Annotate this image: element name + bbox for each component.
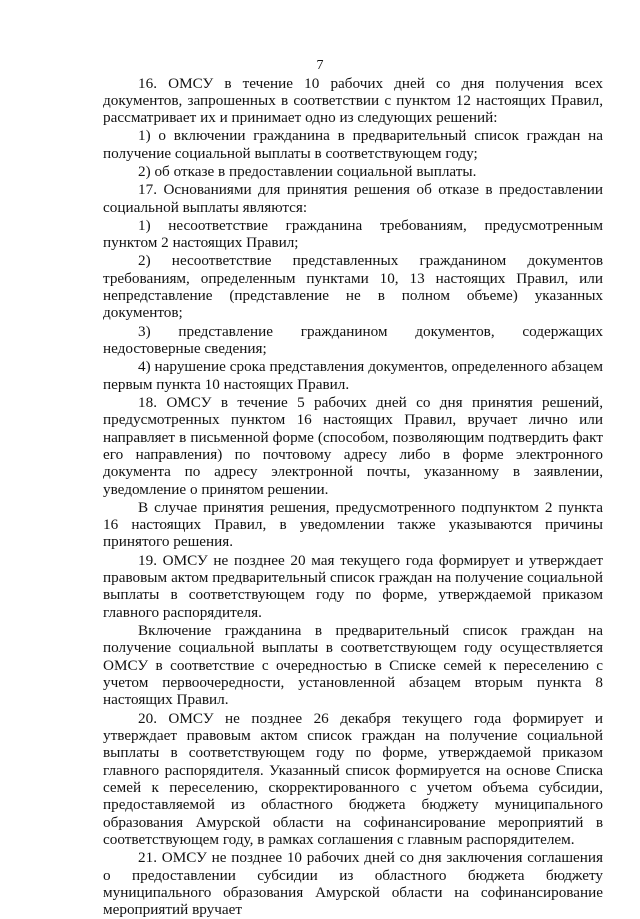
paragraph-16-item-2: 2) об отказе в предоставлении социальной выплаты. <box>103 163 603 180</box>
paragraph-20: 20. ОМСУ не позднее 26 декабря текущего года формирует и утверждает правовым актом список граждан на получение социальной выплаты в соответствующем году по форме, утверждаемой приказом главного распорядителя. Указанный список формируется на основе Списка семей к переселению, скорректированного с учетом объема субсидии, предоставляемой из областного бюджета бюджету муниципального образования Амурской области на софинансирование мероприятий в соответствующем году, в рамках соглашения с главным распорядителем. <box>103 710 603 849</box>
paragraph-18-note: В случае принятия решения, предусмотренного подпунктом 2 пункта 16 настоящих Правил, в уведомлении также указываются причины принятого решения. <box>103 499 603 551</box>
paragraph-17-item-1: 1) несоответствие гражданина требованиям, предусмотренным пунктом 2 настоящих Правил; <box>103 217 603 252</box>
paragraph-17-item-3: 3) представление гражданином документов, содержащих недостоверные сведения; <box>103 323 603 358</box>
paragraph-21: 21. ОМСУ не позднее 10 рабочих дней со дня заключения соглашения о предоставлении субсидии из областного бюджета бюджету муниципального образования Амурской области на софинансирование мероприятий вручает <box>103 849 603 918</box>
document-body <box>103 75 603 919</box>
paragraph-16: 16. ОМСУ в течение 10 рабочих дней со дня получения всех документов, запрошенных в соответствии с пунктом 12 настоящих Правил, рассматривает их и принимает одно из следующих решений: <box>103 75 603 127</box>
paragraph-17-item-4: 4) нарушение срока представления документов, определенного абзацем первым пункта 10 настоящих Правил. <box>103 358 603 393</box>
paragraph-19: 19. ОМСУ не позднее 20 мая текущего года формирует и утверждает правовым актом предварительный список граждан на получение социальной выплаты в соответствующем году по форме, утверждаемой приказом главного распорядителя. <box>103 552 603 621</box>
paragraph-18: 18. ОМСУ в течение 5 рабочих дней со дня принятия решений, предусмотренных пунктом 16 настоящих Правил, вручает лично или направляет в письменной форме (способом, позволяющим подтвердить факт его направления) по почтовому адресу либо в форме электронного документа по адресу электронной почты, указанному в заявлении, уведомление о принятом решении. <box>103 394 603 498</box>
paragraph-16-item-1: 1) о включении гражданина в предварительный список граждан на получение социальной выплаты в соответствующем году; <box>103 127 603 162</box>
paragraph-17: 17. Основаниями для принятия решения об отказе в предоставлении социальной выплаты являются: <box>103 181 603 216</box>
page-number: 7 <box>0 58 640 74</box>
paragraph-19-note: Включение гражданина в предварительный список граждан на получение социальной выплаты в соответствующем году осуществляется ОМСУ в соответствие с очередностью в Списке семей к переселению с учетом первоочередности, установленной абзацем вторым пункта 8 настоящих Правил. <box>103 622 603 709</box>
paragraph-17-item-2: 2) несоответствие представленных гражданином документов требованиям, определенным пунктами 10, 13 настоящих Правил, или непредставление (представление не в полном объеме) указанных документов; <box>103 252 603 321</box>
